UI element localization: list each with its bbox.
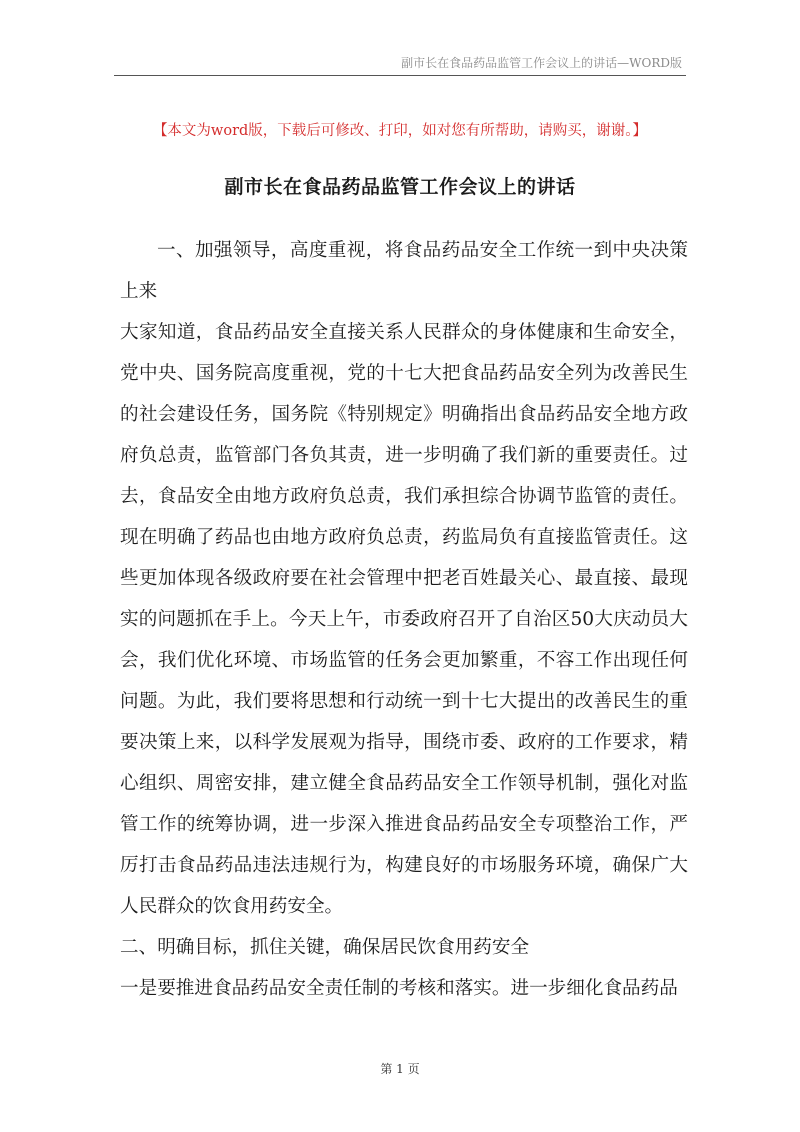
document-title: 副市长在食品药品监管工作会议上的讲话: [224, 176, 576, 198]
header-divider: [114, 75, 686, 76]
running-header: 副市长在食品药品监管工作会议上的讲话—WORD版: [401, 56, 682, 70]
page-number: 第 1 页: [380, 1062, 420, 1076]
document-body: [120, 230, 688, 1009]
body-paragraph-2: 一是要推进食品药品安全责任制的考核和落实。进一步细化食品药品: [120, 978, 678, 999]
download-notice: 【本文为word版，下载后可修改、打印，如对您有所帮助，请购买，谢谢。】: [152, 123, 648, 139]
section-heading-1: 一、加强领导，高度重视，将食品药品安全工作统一到中央决策上来: [120, 240, 688, 302]
body-paragraph-1: 大家知道，食品药品安全直接关系人民群众的身体健康和生命安全，党中央、国务院高度重视，党的十七大把食品药品安全列为改善民生的社会建设任务，国务院《特别规定》明确指出食品药品安全地方政府负总责，监管部门各负其责，进一步明确了我们新的重要责任。过去，食品安全由地方政府负总责，我们承担综合协调节监管的责任。现在明确了药品也由地方政府负总责，药监局负有直接监管责任。这些更加体现各级政府要在社会管理中把老百姓最关心、最直接、最现实的问题抓在手上。今天上午，市委政府召开了自治区50大庆动员大会，我们优化环境、市场监管的任务会更加繁重，不容工作出现任何问题。为此，我们要将思想和行动统一到十七大提出的改善民生的重要决策上来，以科学发展观为指导，围绕市委、政府的工作要求，精心组织、周密安排，建立健全食品药品安全工作领导机制，强化对监管工作的统筹协调，进一步深入推进食品药品安全专项整治工作，严厉打击食品药品违法违规行为，构建良好的市场服务环境，确保广大人民群众的饮食用药安全。: [120, 322, 688, 917]
section-heading-2: 二、明确目标，抓住关键，确保居民饮食用药安全: [120, 937, 530, 958]
